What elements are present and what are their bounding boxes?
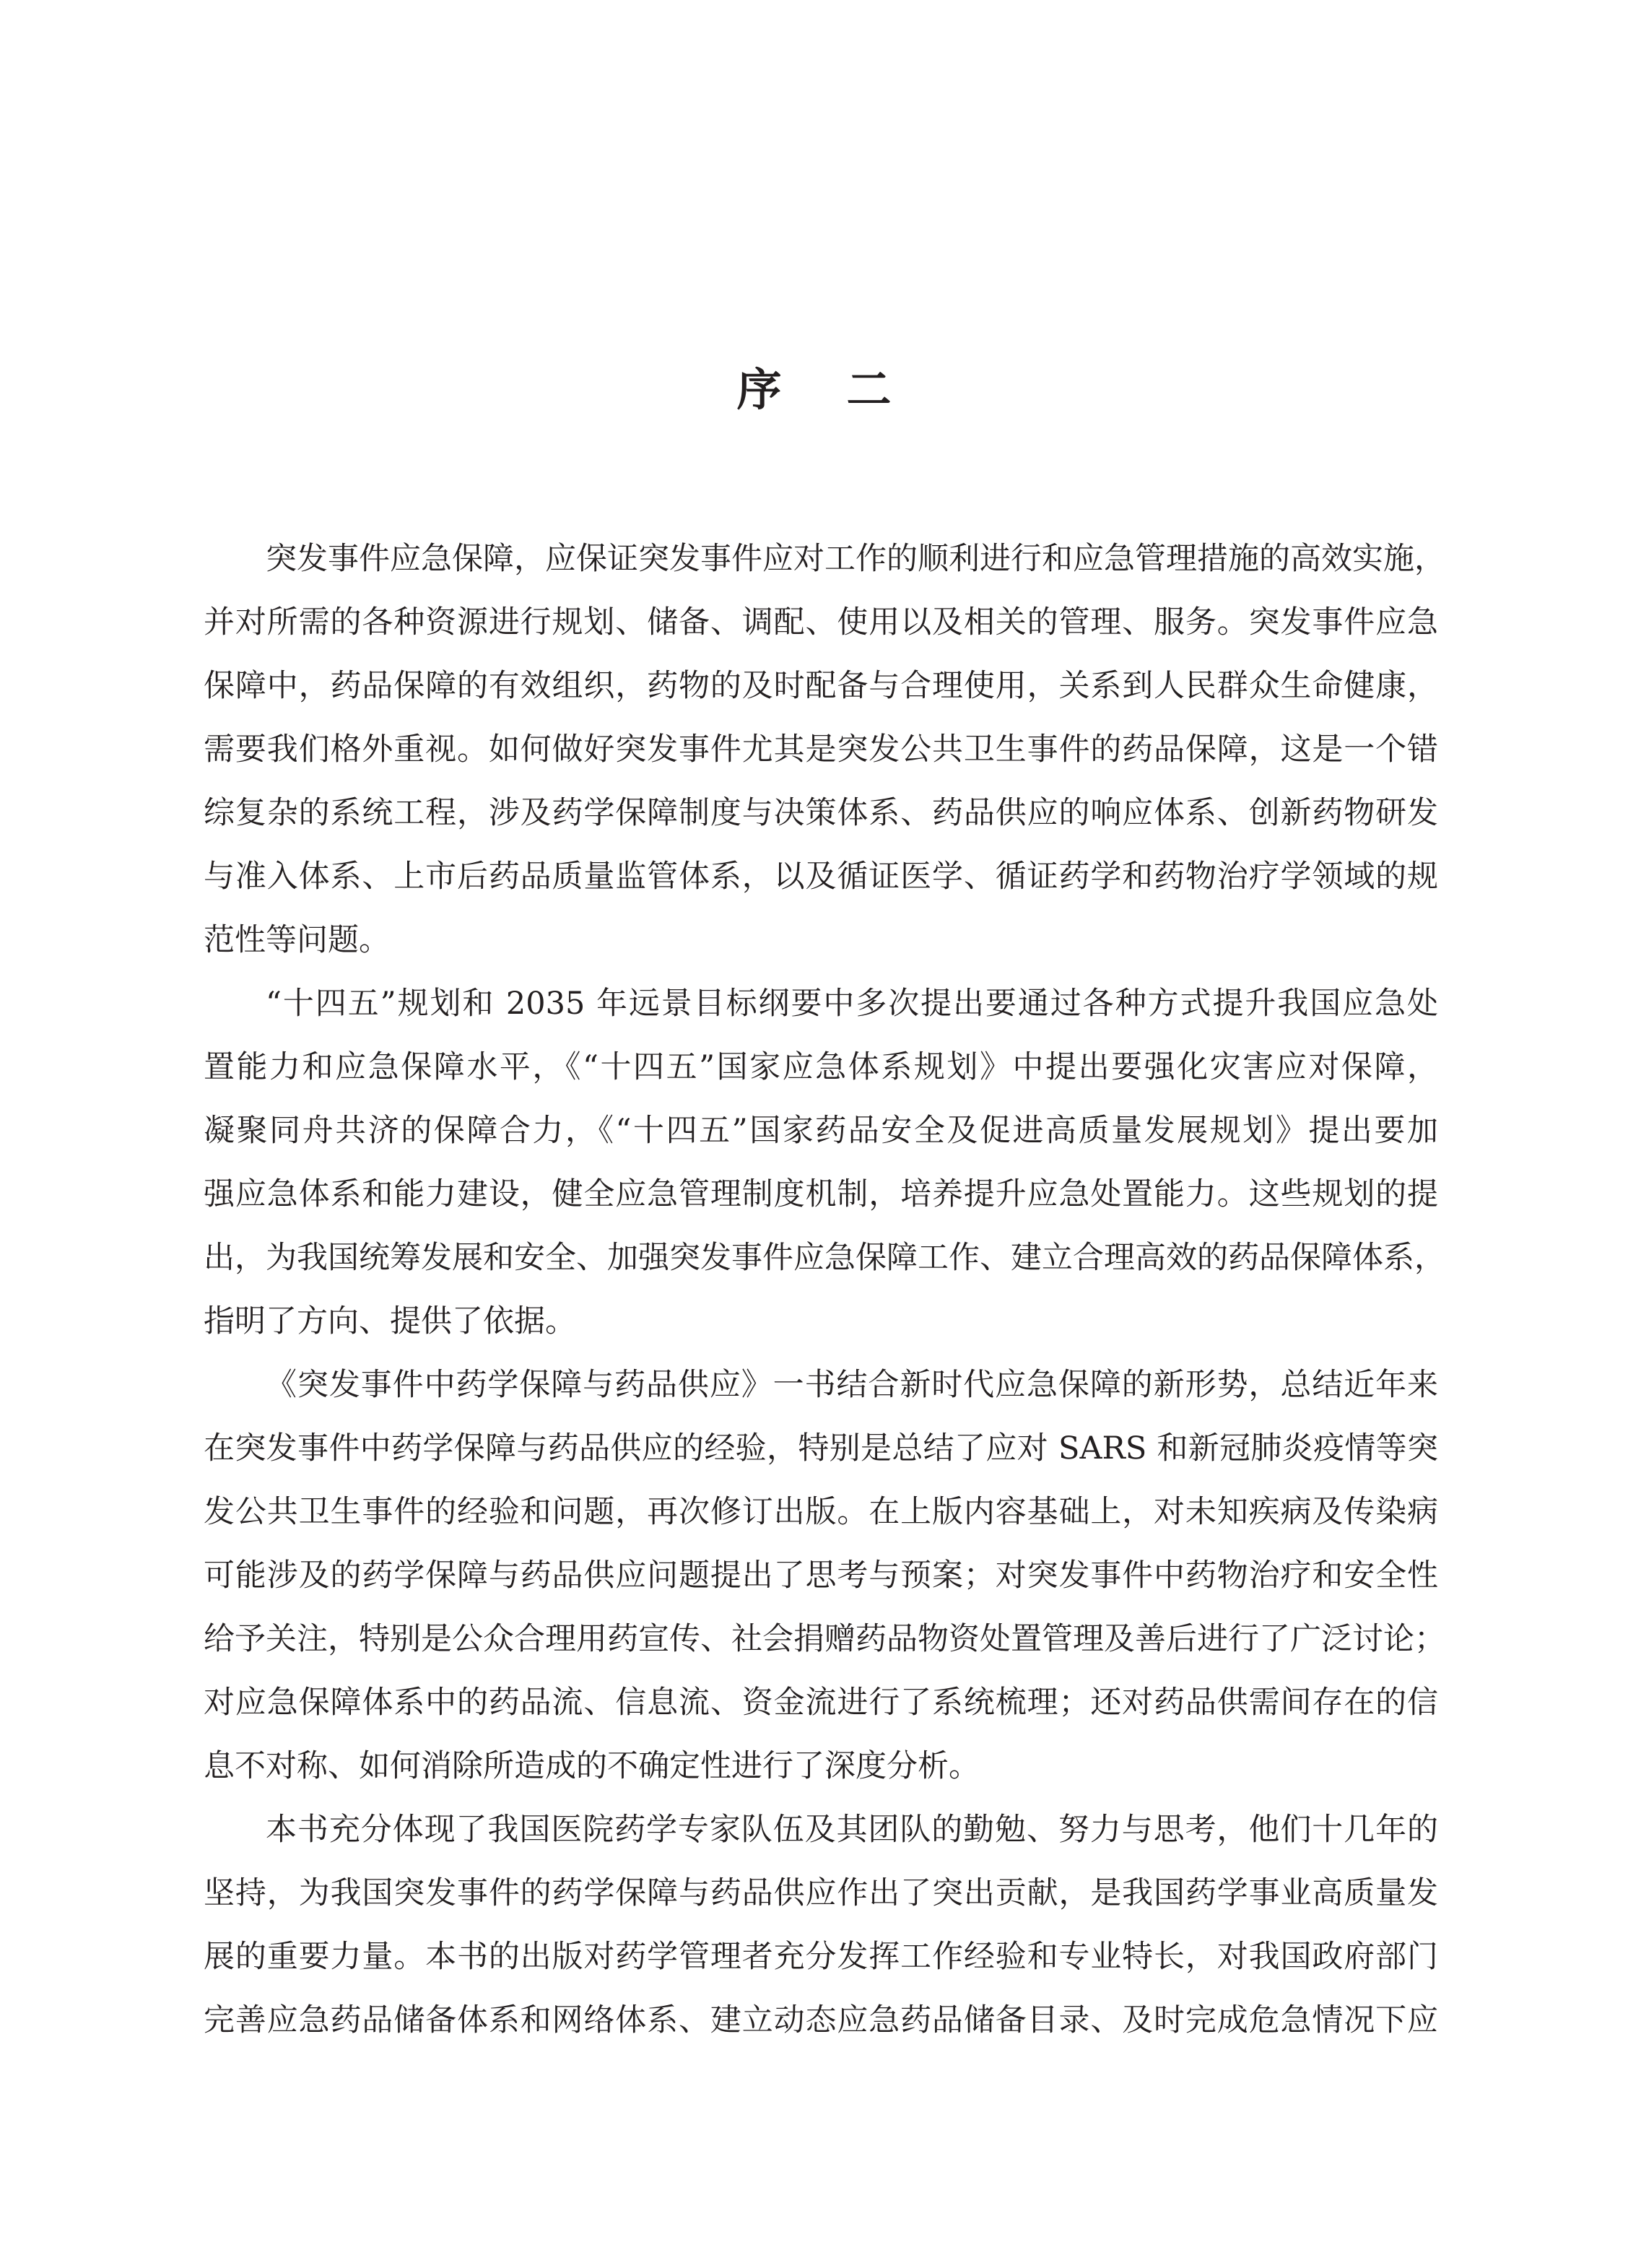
paragraph-4-line: 展的重要力量。本书的出版对药学管理者充分发挥工作经验和专业特长，对我国政府部门 [204, 1939, 1438, 1975]
paragraph-1-line: 需要我们格外重视。如何做好突发事件尤其是突发公共卫生事件的药品保障，这是一个错 [204, 731, 1438, 768]
paragraph-2-line: 凝聚同舟共济的保障合力，《“十四五”国家药品安全及促进高质量发展规划》提出要加 [204, 1113, 1438, 1149]
paragraph-1-line: 范性等问题。 [204, 922, 390, 958]
paragraph-3-line: 给予关注，特别是公众合理用药宣传、社会捐赠药品物资处置管理及善后进行了广泛讨论； [204, 1621, 1445, 1657]
paragraph-4-line: 本书充分体现了我国医院药学专家队伍及其团队的勤勉、努力与思考，他们十几年的 [266, 1812, 1438, 1848]
paragraph-3-line: 发公共卫生事件的经验和问题，再次修订出版。在上版内容基础上，对未知疾病及传染病 [204, 1494, 1438, 1530]
paragraph-1-line: 综复杂的系统工程，涉及药学保障制度与决策体系、药品供应的响应体系、创新药物研发 [204, 795, 1438, 831]
body-text [204, 527, 1445, 2052]
paragraph-1-line: 保障中，药品保障的有效组织，药物的及时配备与合理使用，关系到人民群众生命健康， [204, 668, 1438, 704]
paragraph-3-line: 在突发事件中药学保障与药品供应的经验，特别是总结了应对 SARS 和新冠肺炎疫情等突 [204, 1430, 1438, 1467]
paragraph-1-line: 并对所需的各种资源进行规划、储备、调配、使用以及相关的管理、服务。突发事件应急 [204, 604, 1438, 640]
paragraph-2-line: “十四五”规划和 2035 年远景目标纲要中多次提出要通过各种方式提升我国应急处 [266, 986, 1438, 1022]
paragraph-3-line: 可能涉及的药学保障与药品供应问题提出了思考与预案；对突发事件中药物治疗和安全性 [204, 1557, 1438, 1594]
paragraph-4-line: 坚持，为我国突发事件的药学保障与药品供应作出了突出贡献，是我国药学事业高质量发 [204, 1875, 1438, 1911]
paragraph-2-line: 出，为我国统筹发展和安全、加强突发事件应急保障工作、建立合理高效的药品保障体系， [204, 1240, 1445, 1276]
paragraph-2-line: 置能力和应急保障水平，《“十四五”国家应急体系规划》中提出要强化灾害应对保障， [204, 1049, 1438, 1085]
paragraph-4-line: 完善应急药品储备体系和网络体系、建立动态应急药品储备目录、及时完成危急情况下应 [204, 2002, 1438, 2038]
title-char-1: 序 [736, 363, 782, 416]
paragraph-2-line: 指明了方向、提供了依据。 [204, 1303, 576, 1339]
paragraph-3-line: 息不对称、如何消除所造成的不确定性进行了深度分析。 [204, 1748, 980, 1784]
page-title [0, 361, 1628, 419]
paragraph-1-line: 突发事件应急保障，应保证突发事件应对工作的顺利进行和应急管理措施的高效实施， [266, 541, 1445, 577]
paragraph-3-line: 《突发事件中药学保障与药品供应》一书结合新时代应急保障的新形势，总结近年来 [266, 1367, 1438, 1403]
paragraph-1-line: 与准入体系、上市后药品质量监管体系，以及循证医学、循证药学和药物治疗学领域的规 [204, 859, 1438, 895]
paragraph-3-line: 对应急保障体系中的药品流、信息流、资金流进行了系统梳理；还对药品供需间存在的信 [204, 1685, 1438, 1721]
paragraph-2-line: 强应急体系和能力建设，健全应急管理制度机制，培养提升应急处置能力。这些规划的提 [204, 1176, 1438, 1212]
title-char-2: 二 [846, 363, 892, 416]
